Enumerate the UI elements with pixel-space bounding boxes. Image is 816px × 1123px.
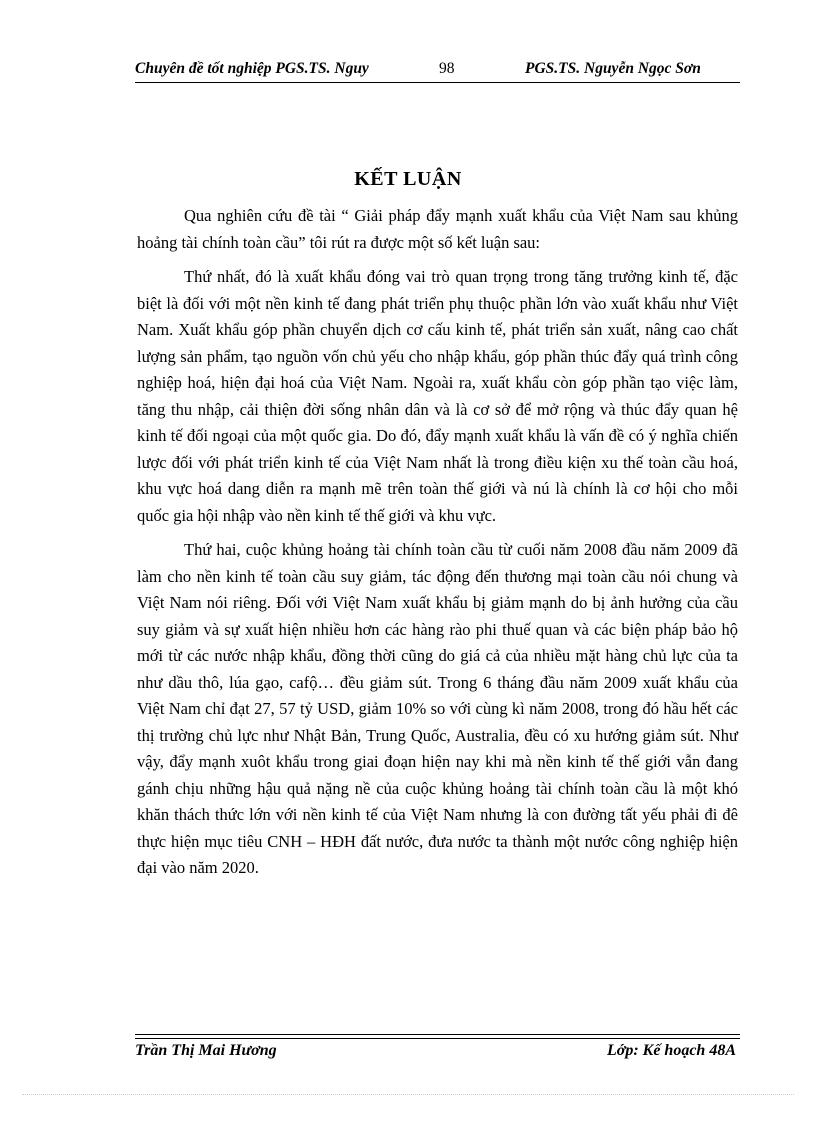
paragraph-second-conclusion: Thứ hai, cuộc khủng hoảng tài chính toàn cầu từ cuối năm 2008 đầu năm 2009 đã làm cho nền kinh tế toàn cầu suy giảm, tác động đến thương mại toàn cầu nói chung và Việt Nam nói riêng. Đối với Việt Nam xuất khẩu bị giảm mạnh do bị ảnh hưởng của cầu suy giảm và sự xuất hiện nhiều hơn các hàng rào phi thuế quan và các biện pháp bảo hộ mới từ các nước nhập khẩu, đồng thời cũng do giá cả của nhiều mặt hàng chủ lực của ta như dầu thô, lúa gạo, cafộ… đều giảm sút. Trong 6 tháng đầu năm 2009 xuất khẩu của Việt Nam chỉ đạt 27, 57 tỷ USD, giảm 10% so với cùng kì năm 2008, trong đó hầu hết các thị trường chủ lực như Nhật Bản, Trung Quốc, Australia, đều có xu hướng giảm sút. Như vậy, đẩy mạnh xuôt khẩu trong giai đoạn hiện nay khi mà nền kinh tế thế giới vẫn đang gánh chịu những hậu quả nặng nề của cuộc khủng hoảng tài chính toàn cầu là một khó khăn thách thức lớn với nền kinh tế của Việt Nam nhưng là con đường tất yếu phải đi đê thực hiện mục tiêu CNH – HĐH đất nước, đưa nước ta thành một nước công nghiệp hiện đại vào năm 2020. — [137, 540, 738, 877]
footer-rule-bottom — [135, 1038, 740, 1039]
header-supervisor: PGS.TS. Nguyễn Ngọc Sơn — [525, 60, 701, 77]
header-rule — [135, 82, 740, 83]
paragraph-intro: Qua nghiên cứu đề tài “ Giải pháp đẩy mạnh xuất khẩu của Việt Nam sau khủng hoảng tài chính toàn cầu” tôi rút ra được một số kết luận sau: — [137, 206, 738, 252]
body-text — [137, 203, 738, 890]
page-footer — [135, 1042, 740, 1064]
header-document-type: Chuyên đề tốt nghiệp PGS.TS. Nguy — [135, 60, 369, 77]
paragraph-first-conclusion: Thứ nhất, đó là xuất khẩu đóng vai trò quan trọng trong tăng trưởng kinh tế, đặc biệt là đối với một nền kinh tế đang phát triển phụ thuộc phần lớn vào xuất khẩu như Việt Nam. Xuất khẩu góp phần chuyển dịch cơ cấu kinh tế, phát triển sản xuất, nâng cao chất lượng sản phẩm, tạo nguồn vốn chủ yếu cho nhập khẩu, góp phần thúc đẩy quá trình công nghiệp hoá, hiện đại hoá của Việt Nam. Ngoài ra, xuất khẩu còn góp phần tạo việc làm, tăng thu nhập, cải thiện đời sống nhân dân và là cơ sở để mở rộng và thúc đẩy quan hệ kinh tế đối ngoại của một quốc gia. Do đó, đẩy mạnh xuất khẩu là vấn đề có ý nghĩa chiến lược đối với phát triển kinh tế của Việt Nam nhất là trong điều kiện xu thế toàn cầu hoá, khu vực hoá dang diễn ra mạnh mẽ trên toàn thế giới và nú là chính là cơ hội cho mỗi quốc gia hội nhập vào nền kinh tế thế giới và khu vực. — [137, 267, 738, 525]
section-title: KẾT LUẬN — [354, 168, 462, 190]
page-header — [135, 60, 740, 82]
footer-rule-top — [135, 1034, 740, 1035]
footer-class: Lớp: Kế hoạch 48A — [606, 1042, 736, 1059]
page-boundary — [22, 1094, 794, 1095]
page-number: 98 — [439, 60, 455, 77]
footer-author: Trần Thị Mai Hương — [135, 1042, 277, 1059]
